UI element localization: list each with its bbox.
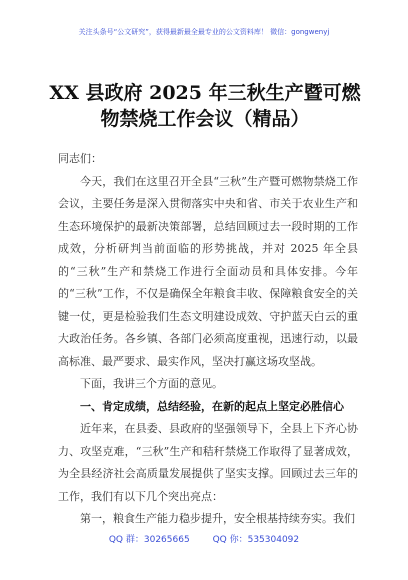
paragraph: 下面，我讲三个方面的意见。 bbox=[80, 377, 223, 390]
footer-qq-group: QQ 群：30265665 bbox=[108, 535, 190, 545]
section-heading: 一、肯定成绩，总结经验，在新的起点上坚定必胜信心 bbox=[80, 399, 344, 413]
salutation: 同志们： bbox=[58, 152, 102, 165]
paragraph: 今天，我们在这里召开全县“三秋”生产暨可燃物禁烧工作会议，主要任务是深入贯彻落实中央和省、市关于农业生产和生态环境保护的最新决策部署，总结回顾过去一段时期的工作成效，分析研判当前面临的形势挑战，并对 2025 年全县的“三秋”生产和禁烧工作进行全面动员和具体安排。今年的“三秋”工作，不仅是确保全年粮食丰收、保障粮食安全的关键一仗，更是检验我们生态文明建设成效、守护蓝天白云的重大政治任务。各乡镇、各部门必须高度重视，迅速行动，以最高标准、最严要求、最实作风，坚决打赢这场攻坚战。 bbox=[58, 174, 358, 368]
footer-qq-contact: QQ 你：535304092 bbox=[212, 535, 300, 545]
header-note: 关注头条号“公文研究”，获得最新最全最专业的公文资料库！ 微信：gongwenyj bbox=[78, 28, 330, 36]
document-body bbox=[58, 148, 358, 531]
paragraph: 第一，粮食生产能力稳步提升，安全根基持续夯实。我们 bbox=[80, 512, 355, 525]
document-title: XX 县政府 2025 年三秋生产暨可燃物禁烧工作会议（精品） bbox=[49, 82, 361, 130]
footer bbox=[0, 532, 408, 545]
paragraph: 近年来，在县委、县政府的坚强领导下，全县上下齐心协力、攻坚克难，“三秋”生产和秸秆禁烧工作取得了显著成效，为全县经济社会高质量发展提供了坚实支撑。回顾过去三年的工作，我们有以下几个突出亮点： bbox=[58, 422, 358, 503]
